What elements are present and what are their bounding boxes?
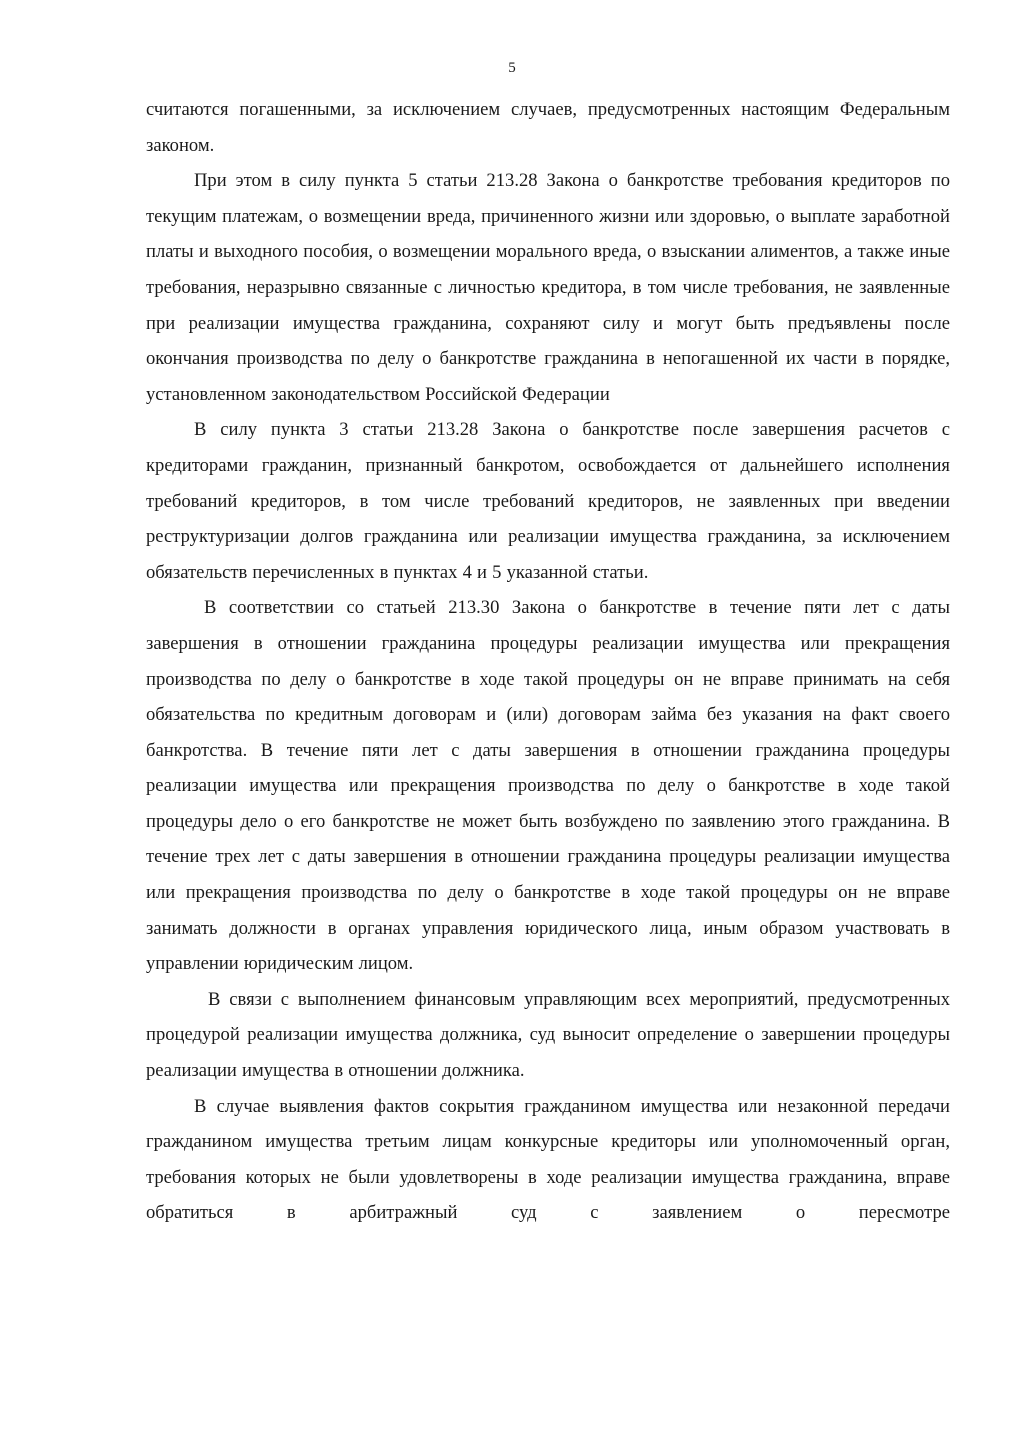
paragraph-continuation: считаются погашенными, за исключением случаев, предусмотренных настоящим Федеральным законом. [146,99,950,156]
document-body [146,92,950,1231]
paragraph-claims-preserved: При этом в силу пункта 5 статьи 213.28 Закона о банкротстве требования кредиторов по текущим платежам, о возмещении вреда, причиненного жизни или здоровью, о выплате заработной платы и выходного пособия, о возмещении морального вреда, о взыскании алиментов, а также иные требования, неразрывно связанные с личностью кредитора, в том числе требования, не заявленные при реализации имущества гражданина, сохраняют силу и могут быть предъявлены после окончания производства по делу о банкротстве гражданина в непогашенной их части в порядке, установленном законодательством Российской Федерации [146,170,950,405]
paragraph-concealment-of-property: В случае выявления фактов сокрытия гражданином имущества или незаконной передачи гражданином имущества третьим лицам конкурсные кредиторы или уполномоченный орган, требования которых не были удовлетворены в ходе реализации имущества гражданина, вправе обратиться в арбитражный суд с заявлением о пересмотре [146,1095,950,1224]
paragraph-consequences-of-bankruptcy: В соответствии со статьей 213.30 Закона о банкротстве в течение пяти лет с даты завершения в отношении гражданина процедуры реализации имущества или прекращения производства по делу о банкротстве в ходе такой процедуры он не вправе принимать на себя обязательства по кредитным договорам и (или) договорам займа без указания на факт своего банкротства. В течение пяти лет с даты завершения в отношении гражданина процедуры реализации имущества или прекращения производства по делу о банкротстве в ходе такой процедуры дело о его банкротстве не может быть возбуждено по заявлению этого гражданина. В течение трех лет с даты завершения в отношении гражданина процедуры реализации имущества или прекращения производства по делу о банкротстве в ходе такой процедуры он не вправе занимать должности в органах управления юридического лица, иным образом участвовать в управлении юридическим лицом. [146,597,950,975]
paragraph-release-from-obligations: В силу пункта 3 статьи 213.28 Закона о банкротстве после завершения расчетов с кредиторами гражданин, признанный банкротом, освобождается от дальнейшего исполнения требований кредиторов, в том числе требований кредиторов, не заявленных при введении реструктуризации долгов гражданина или реализации имущества гражданина, за исключением обязательств перечисленных в пунктах 4 и 5 указанной статьи. [146,419,950,583]
paragraph-court-ruling: В связи с выполнением финансовым управляющим всех мероприятий, предусмотренных процедурой реализации имущества должника, суд выносит определение о завершении процедуры реализации имущества в отношении должника. [146,988,950,1082]
page-number: 5 [508,60,516,76]
